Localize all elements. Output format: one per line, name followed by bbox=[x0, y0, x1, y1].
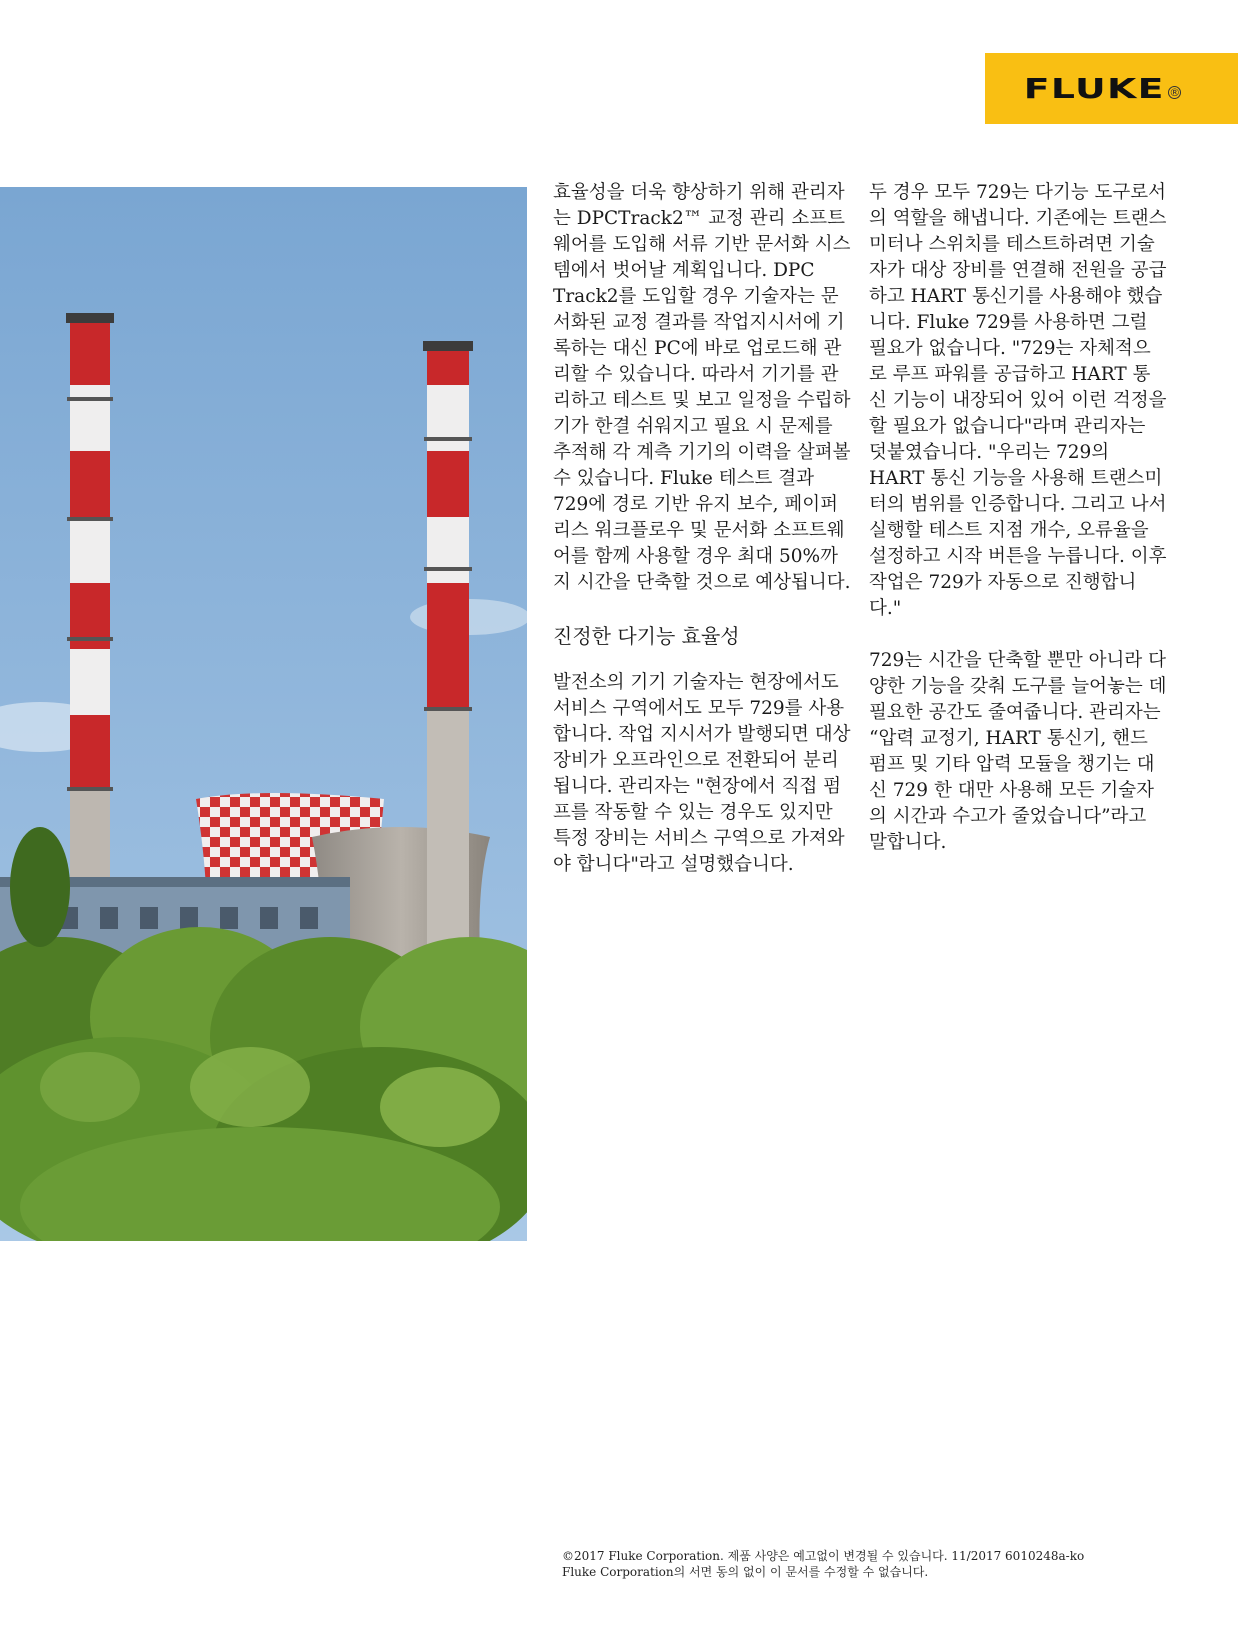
footer bbox=[562, 1548, 1202, 1580]
text-column-left bbox=[553, 180, 851, 904]
paragraph-time-saving: 729는 시간을 단축할 뿐만 아니라 다양한 기능을 갖춰 도구를 늘어놓는 데 필요한 공간도 줄여줍니다. 관리자는 “압력 교정기, HART 통신기, 핸드 펌프 및 기타 압력 모듈을 챙기는 대신 729 한 대만 사용해 모든 기술자의 시간과 수고가 줄었습니다”라고 말합니다. bbox=[869, 650, 1167, 853]
section-heading: 진정한 다기능 효율성 bbox=[553, 624, 740, 648]
power-plant-photo bbox=[0, 187, 527, 1241]
registered-mark: ® bbox=[1169, 86, 1181, 99]
logo-wordmark: FLUKE bbox=[1023, 72, 1165, 105]
paragraph-technicians: 발전소의 기기 기술자는 현장에서도 서비스 구역에서도 모두 729를 사용합니다. 작업 지시서가 발행되면 대상 장비가 오프라인으로 전환되어 분리됩니다. 관리자는 "현장에서 직접 펌프를 작동할 수 있는 경우도 있지만 특정 장비는 서비스 구역으로 가져와야 합니다"라고 설명했습니다. bbox=[553, 672, 851, 875]
text-column-right bbox=[869, 180, 1167, 882]
fluke-logo bbox=[985, 53, 1238, 124]
paragraph-dpctrack2: 효율성을 더욱 향상하기 위해 관리자는 DPCTrack2™ 교정 관리 소프트웨어를 도입해 서류 기반 문서화 시스템에서 벗어날 계획입니다. DPC Track2를 도입할 경우 기술자는 문서화된 교정 결과를 작업지시서에 기록하는 대신 PC에 바로 업로드해 관리할 수 있습니다. 따라서 기기를 관리하고 테스트 및 보고 일정을 수립하기가 한결 쉬워지고 필요 시 문제를 추적해 각 계측 기기의 이력을 살펴볼 수 있습니다. Fluke 테스트 결과 729에 경로 기반 유지 보수, 페이퍼리스 워크플로우 및 문서화 소프트웨어를 함께 사용할 경우 최대 50%까지 시간을 단축할 것으로 예상됩니다. bbox=[553, 182, 851, 593]
footer-copyright: ©2017 Fluke Corporation. 제품 사양은 예고없이 변경될 수 있습니다. 11/2017 6010248a-ko bbox=[562, 1549, 1085, 1563]
paragraph-multifunction: 두 경우 모두 729는 다기능 도구로서의 역할을 해냅니다. 기존에는 트랜스미터나 스위치를 테스트하려면 기술자가 대상 장비를 연결해 전원을 공급하고 HART 통신기를 사용해야 했습니다. Fluke 729를 사용하면 그럴 필요가 없습니다. "729는 자체적으로 루프 파워를 공급하고 HART 통신 기능이 내장되어 있어 이런 걱정을 할 필요가 없습니다"라며 관리자는 덧붙였습니다. "우리는 729의 HART 통신 기능을 사용해 트랜스미터의 범위를 인증합니다. 그리고 나서 실행할 테스트 지점 개수, 오류율을 설정하고 시작 버튼을 누릅니다. 이후 작업은 729가 자동으로 진행합니다." bbox=[869, 182, 1167, 619]
footer-notice: Fluke Corporation의 서면 동의 없이 이 문서를 수정할 수 없습니다. bbox=[562, 1565, 929, 1579]
